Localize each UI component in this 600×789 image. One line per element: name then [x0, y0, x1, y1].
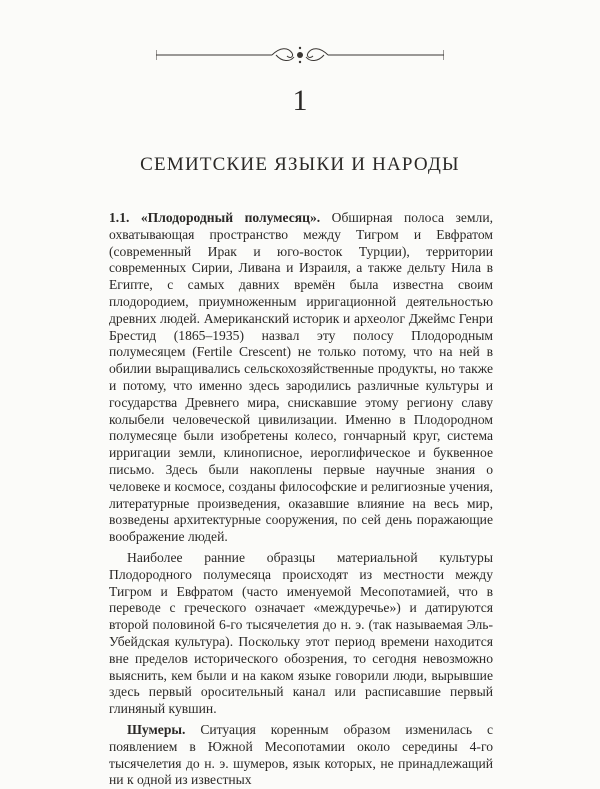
paragraph-text: Ситуация коренным образом изменилась с появлением в Южной Месопотамии около середины 4-го тысячелетия до н. э. шумеров, язык которых, не принадлежащий ни к одной из известных — [109, 721, 493, 788]
body-text — [109, 210, 493, 789]
paragraph — [109, 722, 493, 789]
chapter-ornament — [156, 44, 444, 66]
chapter-title: СЕМИТСКИЕ ЯЗЫКИ И НАРОДЫ — [140, 154, 460, 175]
section-heading: Шумеры. — [127, 721, 186, 737]
paragraph — [109, 210, 493, 546]
chapter-number: 1 — [292, 84, 308, 117]
paragraph-text: Обширная полоса земли, охватывающая пространство между Тигром и Евфратом (современный Ирак и юго-восток Турции), территории современных Сирии, Ливана и Израиля, а также дельту Нила в Египте, с самых давних времён была известна своим плодородием, приумноженным ирригационной деятельностью древних людей. Американский историк и археолог Джеймс Генри Брестид (1865–1935) назвал эту полосу Плодородным полумесяцем (Fertile Crescent) не только потому, что на ней в обилии выращивались сельскохозяйственные продукты, но также и потому, что именно здесь зародились различные культуры и государства Древнего мира, снискавшие этому региону славу колыбели человеческой цивилизации. Именно в Плодородном полумесяце были изобретены колесо, гончарный круг, система ирригации земли, клинописное, иероглифическое и буквенное письмо. Здесь были накоплены первые научные знания о человеке и космосе, созданы философские и религиозные учения, литературные произведения, оказавшие влияние на весь мир, возведены архитектурные сооружения, по сей день поражающие воображение людей. — [109, 210, 493, 545]
paragraph: Наиболее ранние образцы материальной культуры Плодородного полумесяца происходят из местности между Тигром и Евфратом (часто именуемой Месопотамией, что в переводе с греческого означает «междуречье») и датируются второй половиной 6-го тысячелетия до н. э. (так называемая Эль-Убейдская культура). Поскольку этот период времени находится вне пределов исторического обозрения, то сегодня невозможно выяснить, кем были и на каком языке говорили люди, вырывшие здесь первый оросительный канал или расписавшие первый глиняный кувшин. — [109, 549, 493, 717]
section-heading: 1.1. «Плодородный полумесяц». — [109, 210, 321, 225]
